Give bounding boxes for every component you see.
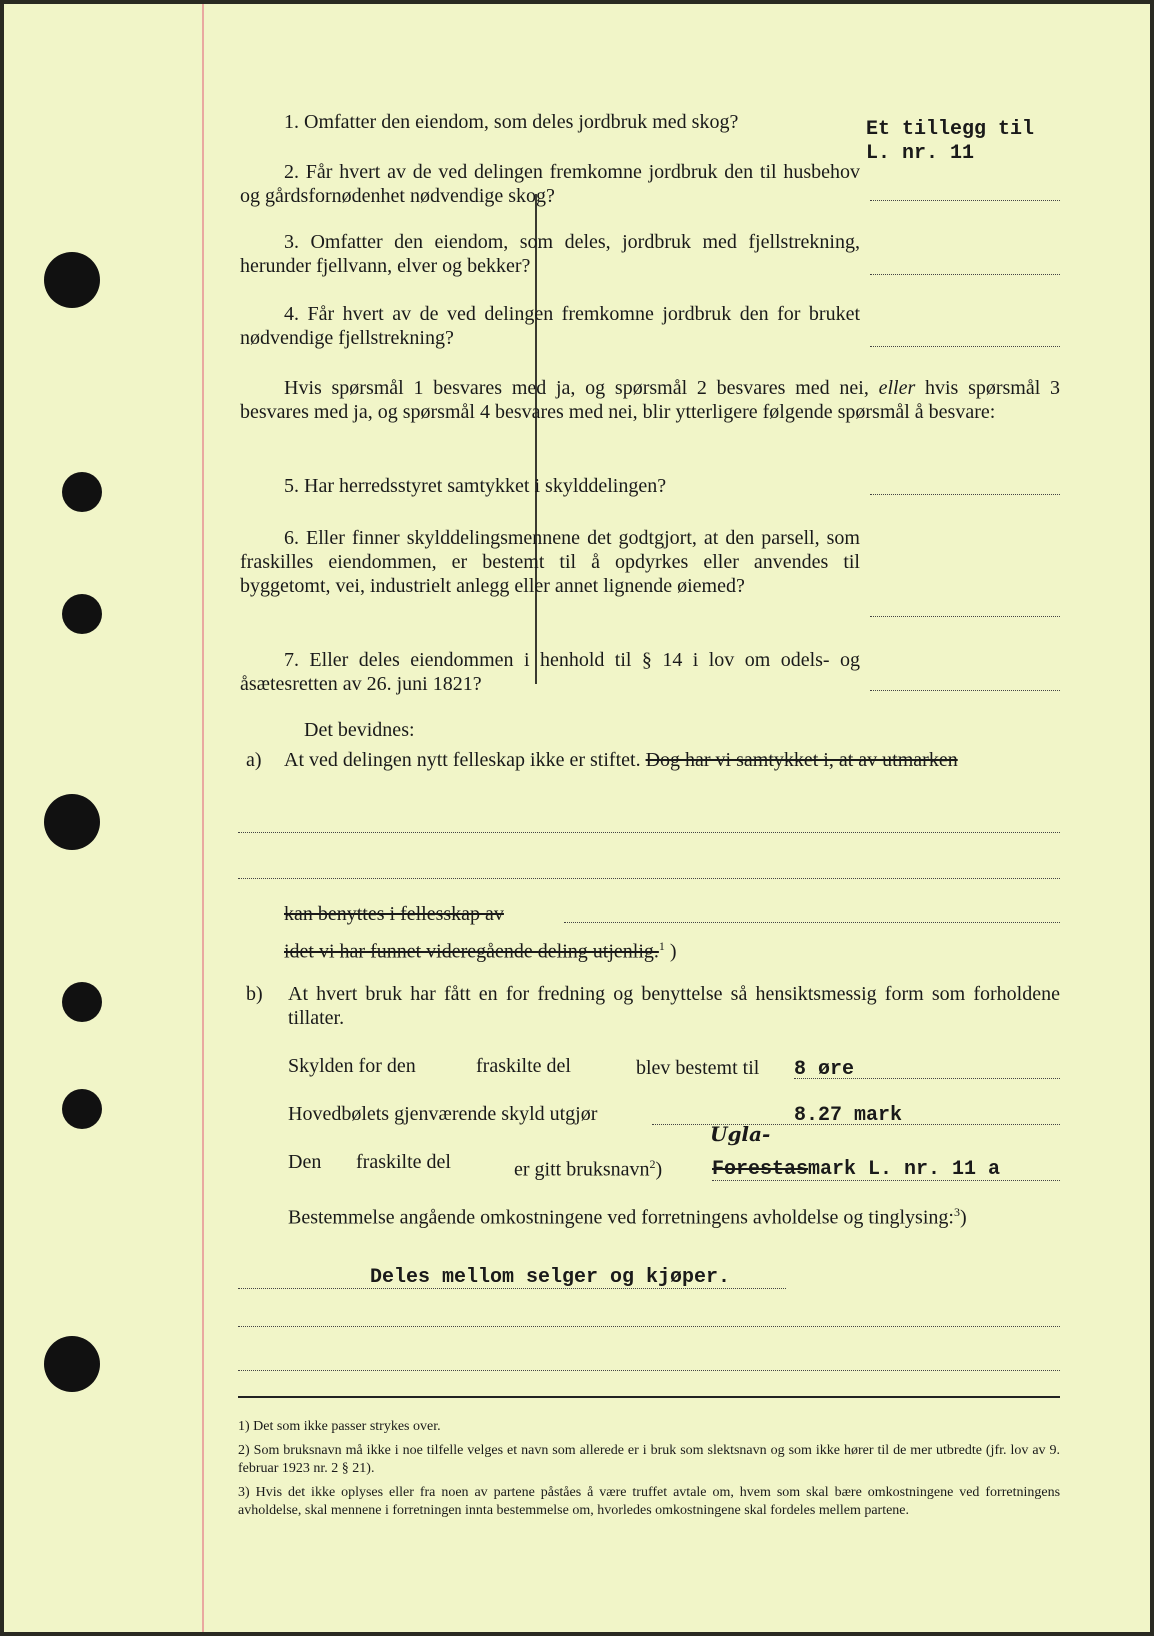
question-3: 3. Omfatter den eiendom, som deles, jordbruk med fjellstrekning, herunder fjellvann, elver og bekker?	[240, 231, 860, 277]
punch-hole	[44, 794, 100, 850]
footnote-2: 2) Som bruksnavn må ikke i noe tilfelle velges et navn som allerede er i bruk som slektsnavn og som ikke hører til de mer utbredte (jfr. lov av 9. februar 1923 nr. 2 § 21).	[238, 1443, 1061, 1476]
answer-line-7	[870, 690, 1060, 691]
bruksnavn-label-3: er gitt bruksnavn$^2$)	[514, 1157, 663, 1181]
question-6: 6. Eller finner skylddelingsmennene det godtgjort, at den parsell, som fraskilles eiendommen, er bestemt til å opdyrkes eller anvendes til byggetomt, vei, industrielt anlegg eller annet lignende øiemed?	[240, 527, 860, 597]
answer-1: Et tillegg til L. nr. 11	[866, 118, 1035, 165]
answer-line-5	[870, 494, 1060, 495]
punch-hole	[62, 982, 102, 1022]
footnote-1: 1) Det som ikke passer strykes over.	[238, 1419, 441, 1434]
item-a-label: a)	[246, 749, 262, 771]
punch-hole	[44, 1336, 100, 1392]
bestemmelse-text: Bestemmelse angående omkostningene ved forretningens avholdelse og tinglysing:$^3$)	[288, 1205, 967, 1229]
question-4: 4. Får hvert av de ved delingen fremkomne jordbruk den for bruket nødvendige fjellstrekning?	[240, 303, 860, 349]
question-1: 1. Omfatter den eiendom, som deles jordbruk med skog?	[284, 111, 739, 133]
punch-hole	[62, 472, 102, 512]
question-7: 7. Eller deles eiendommen i henhold til § 14 i lov om odels- og åsætesretten av 26. juni 1821?	[240, 649, 860, 695]
blank-line	[564, 922, 1060, 923]
bruksnavn-label-2: fraskilte del	[356, 1151, 451, 1173]
struck-line-2: idet vi har funnet videregående deling utjenlig.$^1$ )	[284, 939, 677, 963]
footnote-rule	[238, 1396, 1060, 1398]
question-5: 5. Har herredsstyret samtykket i skylddelingen?	[284, 475, 667, 497]
answer-line-6	[870, 616, 1060, 617]
struck-line-1: kan benyttes i fellesskap av	[284, 903, 504, 925]
bruksnavn-handwritten: Ugla-	[710, 1122, 771, 1146]
item-b-label: b)	[246, 983, 263, 1005]
bestemmelse-line-3	[238, 1370, 1060, 1371]
answer-line-4	[870, 346, 1060, 347]
bruksnavn-line	[712, 1180, 1060, 1181]
answer-line-3	[870, 274, 1060, 275]
item-a-text: At ved delingen nytt felleskap ikke er stiftet. Dog har vi samtykket i, at av utmarken	[284, 749, 958, 771]
conditional-paragraph: Hvis spørsmål 1 besvares med ja, og spørsmål 2 besvares med nei, eller hvis spørsmål 3 besvares med ja, og spørsmål 4 besvares med nei, blir ytterligere følgende spørsmål å besvare:	[240, 377, 1061, 423]
bestemmelse-line-2	[238, 1326, 1060, 1327]
blank-line	[238, 878, 1060, 879]
hovedbol-label: Hovedbølets gjenværende skyld utgjør	[288, 1103, 598, 1125]
document-page	[4, 4, 1150, 1632]
skyld-label-2: fraskilte del	[476, 1055, 571, 1077]
skyld-label-3: blev bestemt til	[636, 1057, 760, 1079]
footnote-3: 3) Hvis det ikke oplyses eller fra noen av partene påståes å være truffet avtale om, hvem som skal bære omkostningene ved forretningens avholdelse, skal mennene i forretningen innta bestemmelse om, hvorledes omkostningene skal fordeles mellem partene.	[238, 1485, 1061, 1518]
margin-line	[202, 4, 204, 1632]
bruksnavn-label-1: Den	[288, 1151, 322, 1173]
struck-text: Dog har vi samtykket i, at av utmarken	[645, 749, 958, 771]
answer-line-2	[870, 200, 1060, 201]
bevidnes-heading: Det bevidnes:	[304, 719, 415, 741]
punch-hole	[62, 1089, 102, 1129]
skyld-value: 8 øre	[794, 1058, 855, 1081]
punch-hole	[62, 594, 102, 634]
bestemmelse-value: Deles mellom selger og kjøper.	[370, 1266, 731, 1289]
hovedbol-value: 8.27 mark	[794, 1104, 903, 1127]
question-2: 2. Får hvert av de ved delingen fremkomne jordbruk den til husbehov og gårdsfornødenhet nødvendige skog?	[240, 161, 860, 207]
bruksnavn-value: Forestasmark L. nr. 11 a	[712, 1158, 1001, 1181]
punch-hole	[44, 252, 100, 308]
blank-line	[238, 832, 1060, 833]
skyld-label-1: Skylden for den	[288, 1055, 416, 1077]
item-b-text: At hvert bruk har fått en for fredning og benyttelse så hensiktsmessig form som forholdene tillater.	[288, 983, 1060, 1029]
skyld-line	[794, 1078, 1060, 1079]
